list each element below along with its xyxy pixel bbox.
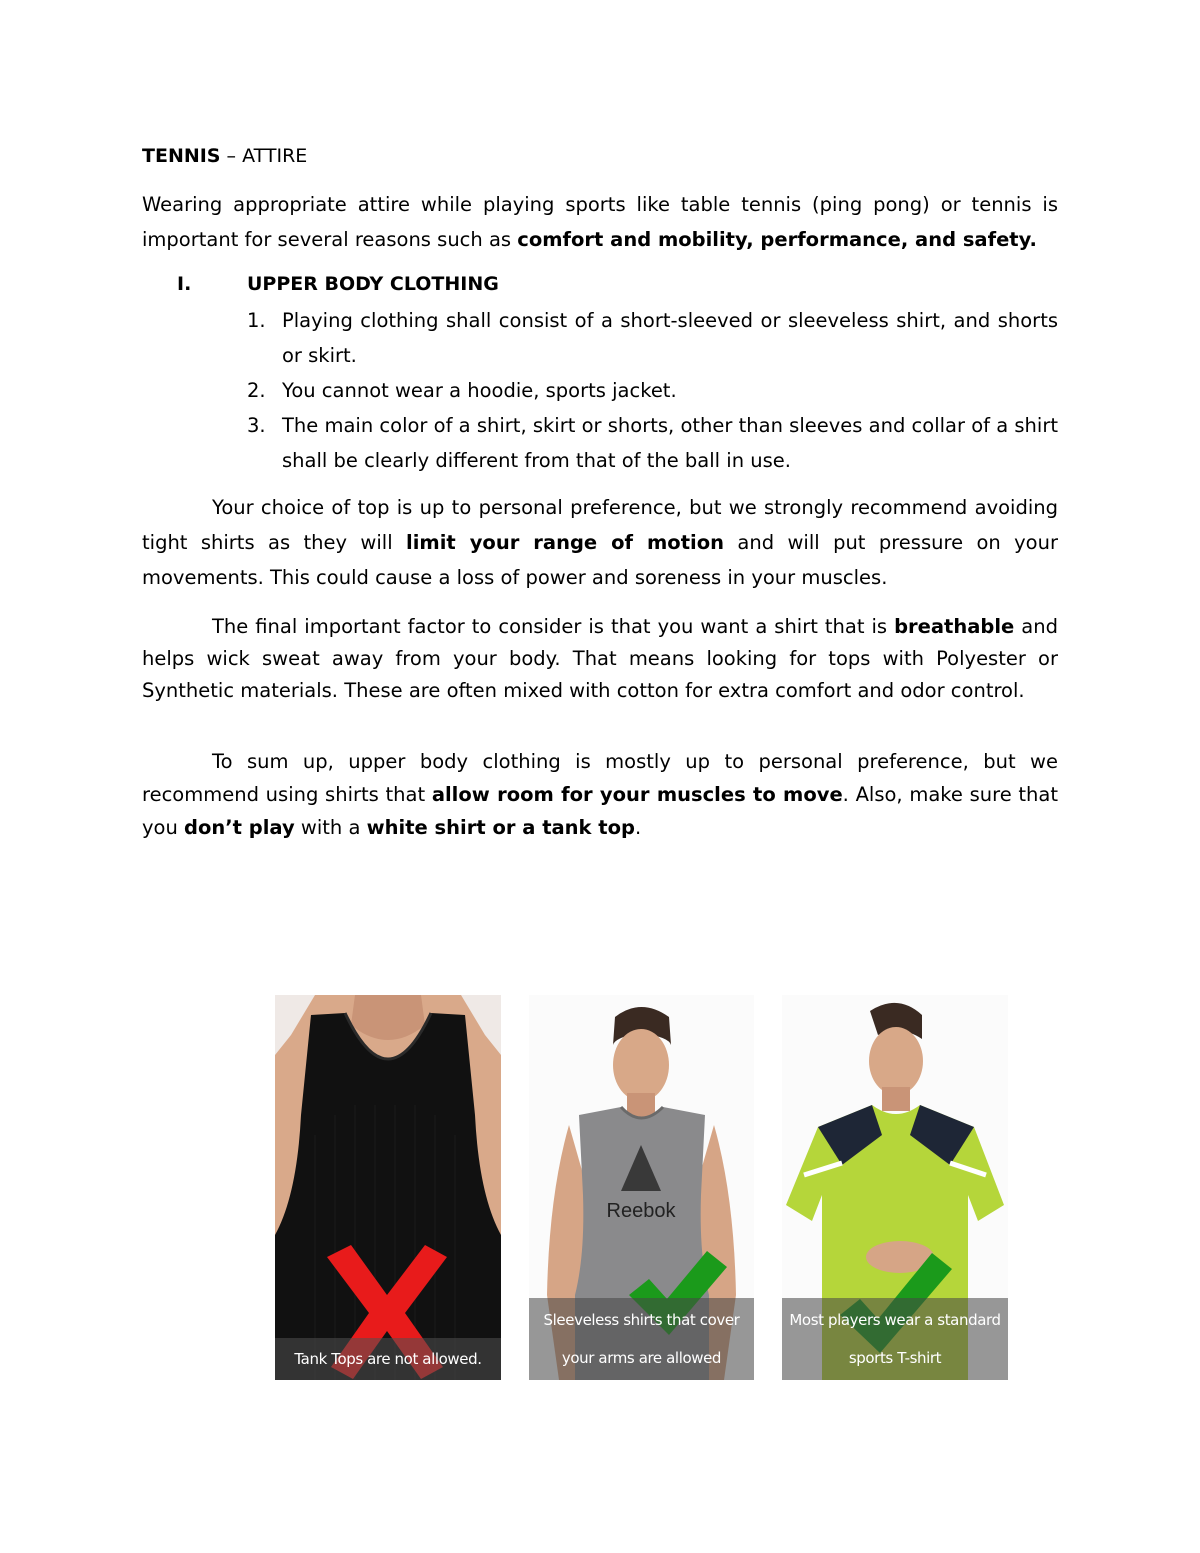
bold-run: allow room for your muscles to move — [431, 783, 843, 806]
section-heading — [142, 273, 1058, 295]
list-item-text: You cannot wear a hoodie, sports jacket. — [282, 379, 677, 402]
list-item — [142, 408, 1058, 478]
figure-sleeveless-shirt — [529, 995, 754, 1380]
caption-line: Tank Tops are not allowed. — [294, 1350, 482, 1368]
intro-text: Wearing appropriate attire while playing sports like table tennis (ping pong) or tennis is important for several reasons such as — [142, 193, 1058, 251]
cross-icon — [275, 995, 501, 1380]
bold-run: limit your range of motion — [406, 531, 724, 554]
rules-list — [142, 303, 1058, 478]
title-bold: TENNIS — [142, 145, 221, 167]
figure-caption — [275, 1338, 501, 1380]
list-item — [142, 303, 1058, 373]
title-rest: – ATTIRE — [220, 145, 308, 167]
document-body — [142, 145, 1058, 844]
text-run: . — [635, 816, 642, 839]
intro-paragraph — [142, 187, 1058, 257]
intro-bold: comfort and mobility, performance, and safety. — [517, 228, 1037, 251]
caption-line: your arms are allowed — [561, 1349, 722, 1367]
list-item — [142, 373, 1058, 408]
paragraph-breathable — [142, 611, 1058, 707]
caption-line: Most players wear a standard — [789, 1311, 1001, 1329]
text-run: and will put pressure on your movements. This could cause a loss of power and soreness in your muscles. — [142, 531, 1058, 589]
page-title — [142, 145, 1058, 167]
figure-caption — [529, 1298, 754, 1380]
caption-line: sports T-shirt — [848, 1349, 942, 1367]
list-item-number: 3. — [247, 414, 266, 437]
text-run: . Also, make sure that you — [142, 783, 1058, 839]
list-item-number: 2. — [247, 379, 266, 402]
text-run: and helps wick sweat away from your body. That means looking for tops with Polyester or Synthetic materials. These are often mixed with cotton for extra comfort and odor control. — [142, 615, 1058, 702]
paragraph-summary — [142, 745, 1058, 844]
text-run: To sum up, upper body clothing is mostly up to personal preference, but we recommend using shirts that — [142, 750, 1058, 806]
brand-logo-text: Reebok — [606, 1200, 676, 1222]
section-number: I. — [177, 273, 192, 295]
paragraph-top-choice — [142, 490, 1058, 595]
list-item-text: Playing clothing shall consist of a short-sleeved or sleeveless shirt, and shorts or skirt. — [282, 309, 1058, 367]
text-run: Your choice of top is up to personal preference, but we strongly recommend avoiding tight shirts as they will — [142, 496, 1058, 554]
text-run: The final important factor to consider is that you want a shirt that is — [212, 615, 895, 638]
figure-sports-tshirt — [782, 995, 1008, 1380]
bold-run: white shirt or a tank top — [366, 816, 635, 839]
caption-line: Sleeveless shirts that cover — [543, 1311, 740, 1329]
list-item-number: 1. — [247, 309, 266, 332]
figure-caption — [782, 1298, 1008, 1380]
figure-tank-top — [275, 995, 501, 1380]
bold-run: don’t play — [184, 816, 295, 839]
section-title: UPPER BODY CLOTHING — [247, 273, 499, 295]
bold-run: breathable — [894, 615, 1015, 638]
attire-figures — [275, 995, 1009, 1380]
text-run: with a — [294, 816, 367, 839]
list-item-text: The main color of a shirt, skirt or shorts, other than sleeves and collar of a shirt shall be clearly different from that of the ball in use. — [282, 414, 1058, 472]
